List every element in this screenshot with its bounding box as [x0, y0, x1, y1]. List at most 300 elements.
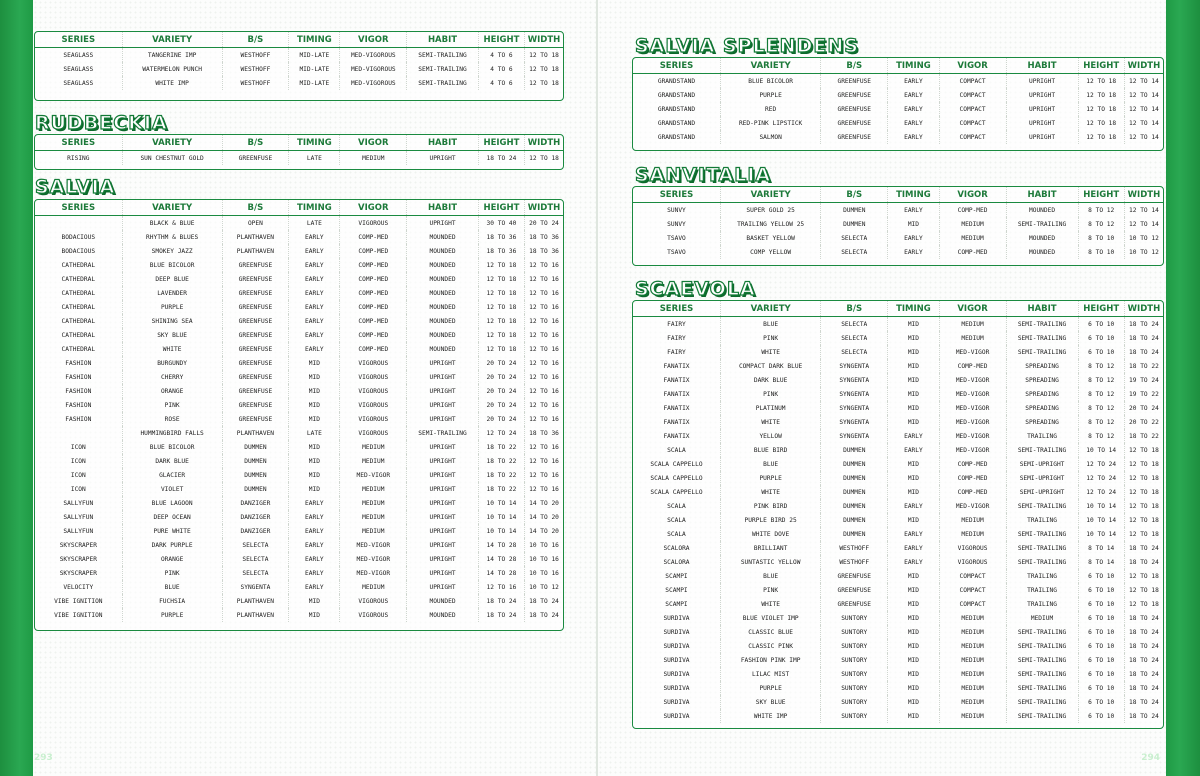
- cell-breeder: PLANTHAVEN: [222, 426, 289, 440]
- cell-variety: PURPLE: [720, 471, 820, 485]
- cell-habit: UPRIGHT: [1006, 116, 1078, 130]
- cell-variety: DEEP BLUE: [122, 272, 222, 286]
- header-width: WIDTH: [525, 200, 563, 216]
- cell-habit: SEMI-TRAILING: [1006, 443, 1078, 457]
- header-variety: VARIETY: [720, 301, 820, 317]
- cell-breeder: GREENFUSE: [222, 258, 289, 272]
- header-row: [633, 301, 1163, 317]
- cell-habit: SPREADING: [1006, 387, 1078, 401]
- cell-habit: UPRIGHT: [407, 510, 479, 524]
- cell-series: FAIRY: [667, 334, 686, 342]
- header-series: SERIES: [35, 200, 122, 216]
- cell-timing: MID: [888, 415, 939, 429]
- cell-variety: PLATINUM: [720, 401, 820, 415]
- cell-habit: MOUNDED: [407, 244, 479, 258]
- cell-series: FASHION: [65, 415, 92, 423]
- cell-variety: WHITE: [720, 597, 820, 611]
- cell-habit: MOUNDED: [407, 286, 479, 300]
- cell-height: 30 TO 40: [478, 216, 524, 231]
- table-row: [35, 440, 563, 454]
- cell-breeder: GREENFUSE: [222, 412, 289, 426]
- cell-habit: SPREADING: [1006, 359, 1078, 373]
- header-width: WIDTH: [525, 32, 563, 48]
- cell-variety: WHITE IMP: [720, 709, 820, 723]
- cell-breeder: SUNTORY: [821, 681, 888, 695]
- cell-breeder: WESTHOFF: [222, 76, 289, 90]
- cell-vigor: MEDIUM: [939, 625, 1006, 639]
- table-row: [35, 580, 563, 594]
- table-row: [35, 468, 563, 482]
- cell-breeder: PLANTHAVEN: [222, 244, 289, 258]
- cell-width: 18 TO 22: [1124, 429, 1163, 443]
- cell-width: 18 TO 24: [1124, 681, 1163, 695]
- cell-timing: MID-LATE: [289, 62, 340, 76]
- cell-timing: MID: [888, 359, 939, 373]
- cell-vigor: COMP-MED: [340, 286, 407, 300]
- cell-height: 6 TO 10: [1078, 569, 1124, 583]
- cell-height: 20 TO 24: [478, 356, 524, 370]
- cell-variety: BLUE BICOLOR: [122, 440, 222, 454]
- cell-vigor: MED-VIGOR: [340, 566, 407, 580]
- cell-width: 12 TO 16: [525, 258, 563, 272]
- header-height: HEIGHT: [478, 135, 524, 151]
- seaglass-table: [34, 31, 564, 101]
- cell-variety: PINK BIRD: [720, 499, 820, 513]
- cell-height: 4 TO 6: [478, 76, 524, 90]
- table-row: [35, 370, 563, 384]
- table-row: [35, 244, 563, 258]
- cell-series: FAIRY: [667, 348, 686, 356]
- header-width: WIDTH: [1124, 58, 1163, 74]
- cell-variety: ORANGE: [122, 552, 222, 566]
- cell-vigor: COMP-MED: [939, 245, 1006, 259]
- cell-breeder: DUMMEN: [821, 499, 888, 513]
- cell-vigor: MEDIUM: [340, 440, 407, 454]
- table-row: [35, 62, 563, 76]
- cell-breeder: PLANTHAVEN: [222, 608, 289, 622]
- cell-timing: MID: [888, 457, 939, 471]
- header-height: HEIGHT: [478, 32, 524, 48]
- cell-breeder: DUMMEN: [222, 440, 289, 454]
- table-row: [633, 709, 1163, 723]
- cell-height: 20 TO 24: [478, 384, 524, 398]
- cell-width: 12 TO 16: [525, 272, 563, 286]
- table-row: [633, 555, 1163, 569]
- cell-series: SEAGLASS: [63, 79, 94, 87]
- table-row: [633, 130, 1163, 144]
- cell-vigor: VIGOROUS: [340, 608, 407, 622]
- cell-vigor: MED-VIGOR: [939, 373, 1006, 387]
- cell-vigor: VIGOROUS: [340, 356, 407, 370]
- cell-habit: MOUNDED: [407, 258, 479, 272]
- cell-breeder: SUNTORY: [821, 653, 888, 667]
- cell-vigor: MED-VIGOR: [939, 415, 1006, 429]
- table-row: [35, 608, 563, 622]
- table-row: [35, 286, 563, 300]
- salvia-grid: [35, 200, 563, 622]
- cell-variety: SUPER GOLD 25: [720, 203, 820, 218]
- cell-height: 8 TO 12: [1078, 217, 1124, 231]
- cell-breeder: PLANTHAVEN: [222, 230, 289, 244]
- cell-variety: LAVENDER: [122, 286, 222, 300]
- cell-timing: MID: [888, 667, 939, 681]
- cell-habit: UPRIGHT: [407, 538, 479, 552]
- cell-width: 12 TO 18: [1124, 471, 1163, 485]
- header-variety: VARIETY: [122, 200, 222, 216]
- cell-timing: MID: [888, 681, 939, 695]
- cell-series: FASHION: [65, 401, 92, 409]
- table-row: [633, 88, 1163, 102]
- cell-series: CATHEDRAL: [61, 261, 96, 269]
- cell-timing: LATE: [289, 151, 340, 166]
- left-edge-strip: [0, 0, 33, 776]
- cell-habit: UPRIGHT: [1006, 88, 1078, 102]
- table-row: [35, 398, 563, 412]
- cell-series: TSAVO: [667, 234, 686, 242]
- cell-habit: SEMI-TRAILING: [1006, 625, 1078, 639]
- cell-habit: SEMI-UPRIGHT: [1006, 485, 1078, 499]
- cell-series: CATHEDRAL: [61, 275, 96, 283]
- cell-timing: EARLY: [289, 496, 340, 510]
- cell-timing: EARLY: [888, 231, 939, 245]
- cell-variety: BLUE: [720, 569, 820, 583]
- cell-habit: TRAILING: [1006, 429, 1078, 443]
- cell-timing: EARLY: [289, 230, 340, 244]
- table-row: [35, 356, 563, 370]
- cell-variety: SKY BLUE: [122, 328, 222, 342]
- cell-series: SCALORA: [663, 544, 690, 552]
- cell-vigor: MEDIUM: [939, 681, 1006, 695]
- cell-vigor: COMPACT: [939, 130, 1006, 144]
- cell-height: 8 TO 12: [1078, 203, 1124, 218]
- cell-breeder: SELECTA: [222, 566, 289, 580]
- cell-variety: COMP YELLOW: [720, 245, 820, 259]
- cell-width: 12 TO 16: [525, 328, 563, 342]
- cell-width: 12 TO 18: [1124, 457, 1163, 471]
- cell-series: SALLYFUN: [63, 513, 94, 521]
- header-timing: TIMING: [888, 58, 939, 74]
- cell-variety: BASKET YELLOW: [720, 231, 820, 245]
- cell-timing: MID: [289, 454, 340, 468]
- cell-vigor: MED-VIGOROUS: [340, 48, 407, 63]
- cell-breeder: GREENFUSE: [821, 88, 888, 102]
- cell-habit: UPRIGHT: [407, 440, 479, 454]
- cell-width: 12 TO 18: [1124, 499, 1163, 513]
- cell-habit: UPRIGHT: [407, 552, 479, 566]
- cell-vigor: COMP-MED: [340, 258, 407, 272]
- cell-width: 18 TO 24: [1124, 653, 1163, 667]
- rudbeckia-grid: [35, 135, 563, 165]
- cell-vigor: VIGOROUS: [340, 412, 407, 426]
- cell-vigor: MED-VIGOR: [939, 499, 1006, 513]
- cell-height: 20 TO 24: [478, 370, 524, 384]
- table-row: [633, 499, 1163, 513]
- cell-width: 10 TO 12: [1124, 231, 1163, 245]
- cell-breeder: DUMMEN: [222, 468, 289, 482]
- header-series: SERIES: [633, 187, 720, 203]
- cell-height: 8 TO 12: [1078, 415, 1124, 429]
- cell-habit: MOUNDED: [407, 314, 479, 328]
- header-breeder: B/S: [222, 135, 289, 151]
- cell-height: 12 TO 16: [478, 580, 524, 594]
- cell-timing: MID: [289, 370, 340, 384]
- table-row: [633, 639, 1163, 653]
- table-row: [633, 611, 1163, 625]
- table-row: [35, 48, 563, 63]
- cell-timing: MID: [888, 401, 939, 415]
- header-row: [35, 135, 563, 151]
- cell-vigor: COMPACT: [939, 569, 1006, 583]
- cell-breeder: SELECTA: [821, 345, 888, 359]
- cell-habit: MOUNDED: [407, 272, 479, 286]
- cell-breeder: DUMMEN: [222, 482, 289, 496]
- cell-height: 18 TO 22: [478, 482, 524, 496]
- cell-vigor: COMP-MED: [340, 314, 407, 328]
- cell-timing: MID: [888, 331, 939, 345]
- cell-width: 18 TO 24: [1124, 639, 1163, 653]
- cell-timing: MID-LATE: [289, 48, 340, 63]
- header-width: WIDTH: [1124, 187, 1163, 203]
- cell-height: 4 TO 6: [478, 48, 524, 63]
- cell-series: SCALA: [667, 530, 686, 538]
- cell-breeder: PLANTHAVEN: [222, 594, 289, 608]
- cell-vigor: COMP-MED: [340, 244, 407, 258]
- cell-habit: UPRIGHT: [407, 216, 479, 231]
- cell-vigor: COMP-MED: [340, 272, 407, 286]
- table-row: [35, 454, 563, 468]
- cell-vigor: MED-VIGOR: [939, 443, 1006, 457]
- cell-timing: MID-LATE: [289, 76, 340, 90]
- cell-breeder: GREENFUSE: [821, 74, 888, 89]
- cell-breeder: DUMMEN: [821, 217, 888, 231]
- cell-variety: PINK: [720, 331, 820, 345]
- cell-height: 14 TO 28: [478, 552, 524, 566]
- cell-habit: SEMI-TRAILING: [1006, 681, 1078, 695]
- cell-variety: PINK: [122, 398, 222, 412]
- cell-vigor: MEDIUM: [939, 331, 1006, 345]
- cell-vigor: MEDIUM: [939, 667, 1006, 681]
- cell-variety: SHINING SEA: [122, 314, 222, 328]
- cell-height: 12 TO 18: [478, 286, 524, 300]
- table-row: [633, 597, 1163, 611]
- table-row: [633, 116, 1163, 130]
- cell-series: CATHEDRAL: [61, 345, 96, 353]
- cell-width: 20 TO 24: [1124, 401, 1163, 415]
- cell-width: 10 TO 16: [525, 552, 563, 566]
- cell-variety: PURPLE BIRD 25: [720, 513, 820, 527]
- cell-width: 12 TO 18: [525, 62, 563, 76]
- cell-timing: EARLY: [888, 116, 939, 130]
- cell-habit: UPRIGHT: [1006, 74, 1078, 89]
- cell-width: 18 TO 24: [1124, 317, 1163, 332]
- table-row: [35, 552, 563, 566]
- cell-height: 10 TO 14: [1078, 527, 1124, 541]
- seaglass-grid: [35, 32, 563, 90]
- cell-breeder: GREENFUSE: [222, 370, 289, 384]
- cell-height: 6 TO 10: [1078, 667, 1124, 681]
- cell-vigor: MEDIUM: [340, 496, 407, 510]
- cell-vigor: MEDIUM: [340, 510, 407, 524]
- cell-vigor: MEDIUM: [939, 513, 1006, 527]
- cell-height: 6 TO 10: [1078, 331, 1124, 345]
- cell-width: 12 TO 16: [525, 342, 563, 356]
- cell-breeder: GREENFUSE: [222, 314, 289, 328]
- header-habit: HABIT: [1006, 187, 1078, 203]
- cell-height: 6 TO 10: [1078, 583, 1124, 597]
- cell-height: 12 TO 24: [1078, 485, 1124, 499]
- cell-height: 10 TO 14: [478, 496, 524, 510]
- cell-variety: PURPLE: [122, 608, 222, 622]
- cell-breeder: DUMMEN: [821, 513, 888, 527]
- cell-breeder: GREENFUSE: [222, 356, 289, 370]
- table-row: [633, 541, 1163, 555]
- cell-breeder: GREENFUSE: [222, 151, 289, 166]
- header-vigor: VIGOR: [939, 58, 1006, 74]
- cell-series: SURDIVA: [663, 670, 690, 678]
- cell-habit: SPREADING: [1006, 415, 1078, 429]
- cell-height: 8 TO 12: [1078, 359, 1124, 373]
- cell-habit: SEMI-TRAILING: [1006, 695, 1078, 709]
- cell-breeder: GREENFUSE: [222, 328, 289, 342]
- cell-breeder: SUNTORY: [821, 667, 888, 681]
- cell-vigor: VIGOROUS: [340, 426, 407, 440]
- cell-vigor: MEDIUM: [939, 709, 1006, 723]
- cell-series: SURDIVA: [663, 698, 690, 706]
- cell-width: 19 TO 24: [1124, 373, 1163, 387]
- cell-height: 12 TO 18: [1078, 102, 1124, 116]
- cell-series: SUNVY: [667, 220, 686, 228]
- cell-vigor: MEDIUM: [340, 482, 407, 496]
- cell-width: 18 TO 24: [1124, 555, 1163, 569]
- cell-variety: BLUE BICOLOR: [720, 74, 820, 89]
- cell-vigor: MED-VIGOR: [340, 468, 407, 482]
- cell-width: 14 TO 20: [525, 524, 563, 538]
- cell-series: FASHION: [65, 387, 92, 395]
- cell-timing: MID: [888, 709, 939, 723]
- cell-vigor: MED-VIGOR: [939, 345, 1006, 359]
- header-row: [35, 32, 563, 48]
- cell-series: SURDIVA: [663, 656, 690, 664]
- cell-width: 18 TO 24: [1124, 709, 1163, 723]
- cell-breeder: SYNGENTA: [821, 429, 888, 443]
- rudbeckia-table: [34, 134, 564, 170]
- cell-width: 10 TO 12: [525, 580, 563, 594]
- cell-width: 12 TO 14: [1124, 116, 1163, 130]
- cell-breeder: SYNGENTA: [222, 580, 289, 594]
- cell-width: 20 TO 22: [1124, 415, 1163, 429]
- cell-height: 12 TO 18: [1078, 74, 1124, 89]
- table-row: [633, 485, 1163, 499]
- cell-series: CATHEDRAL: [61, 303, 96, 311]
- cell-breeder: GREENFUSE: [821, 116, 888, 130]
- cell-variety: FASHION PINK IMP: [720, 653, 820, 667]
- cell-width: 12 TO 18: [1124, 583, 1163, 597]
- cell-timing: EARLY: [888, 88, 939, 102]
- cell-height: 6 TO 10: [1078, 639, 1124, 653]
- cell-breeder: GREENFUSE: [222, 398, 289, 412]
- header-breeder: B/S: [222, 32, 289, 48]
- table-row: [633, 415, 1163, 429]
- scaevola-title: SCAEVOLA: [635, 278, 756, 300]
- table-row: [633, 653, 1163, 667]
- header-height: HEIGHT: [1078, 187, 1124, 203]
- cell-height: 10 TO 14: [1078, 513, 1124, 527]
- cell-vigor: COMP-MED: [939, 485, 1006, 499]
- cell-width: 18 TO 24: [1124, 667, 1163, 681]
- cell-habit: UPRIGHT: [407, 370, 479, 384]
- cell-vigor: MEDIUM: [939, 639, 1006, 653]
- table-row: [35, 342, 563, 356]
- cell-variety: BLUE BICOLOR: [122, 258, 222, 272]
- cell-width: 18 TO 24: [1124, 625, 1163, 639]
- sanvitalia-table: [632, 186, 1164, 266]
- cell-breeder: SELECTA: [821, 245, 888, 259]
- cell-timing: EARLY: [888, 555, 939, 569]
- cell-width: 12 TO 16: [525, 286, 563, 300]
- cell-height: 18 TO 36: [478, 244, 524, 258]
- cell-breeder: GREENFUSE: [821, 583, 888, 597]
- cell-vigor: VIGOROUS: [340, 384, 407, 398]
- cell-vigor: VIGOROUS: [939, 541, 1006, 555]
- header-vigor: VIGOR: [939, 301, 1006, 317]
- cell-timing: EARLY: [289, 580, 340, 594]
- cell-breeder: SYNGENTA: [821, 373, 888, 387]
- cell-vigor: MEDIUM: [939, 653, 1006, 667]
- cell-width: 18 TO 24: [525, 608, 563, 622]
- cell-width: 12 TO 18: [525, 151, 563, 166]
- cell-vigor: MED-VIGOR: [939, 429, 1006, 443]
- cell-timing: MID: [289, 356, 340, 370]
- cell-width: 18 TO 36: [525, 244, 563, 258]
- cell-series: SURDIVA: [663, 628, 690, 636]
- table-row: [633, 457, 1163, 471]
- cell-height: 6 TO 10: [1078, 345, 1124, 359]
- header-row: [633, 187, 1163, 203]
- cell-vigor: VIGOROUS: [939, 555, 1006, 569]
- cell-breeder: GREENFUSE: [821, 569, 888, 583]
- cell-variety: PURPLE: [720, 88, 820, 102]
- cell-height: 18 TO 24: [478, 608, 524, 622]
- table-row: [633, 387, 1163, 401]
- cell-vigor: COMP-MED: [939, 359, 1006, 373]
- cell-series: RISING: [67, 154, 90, 162]
- table-row: [35, 524, 563, 538]
- cell-height: 10 TO 14: [1078, 499, 1124, 513]
- cell-habit: UPRIGHT: [407, 580, 479, 594]
- header-height: HEIGHT: [478, 200, 524, 216]
- cell-width: 18 TO 24: [1124, 695, 1163, 709]
- cell-breeder: SUNTORY: [821, 611, 888, 625]
- cell-timing: MID: [888, 345, 939, 359]
- cell-series: FANATIX: [663, 432, 690, 440]
- salvia-title: SALVIA: [35, 176, 116, 198]
- cell-variety: BRILLIANT: [720, 541, 820, 555]
- rudbeckia-title: RUDBECKIA: [35, 112, 168, 134]
- cell-breeder: WESTHOFF: [222, 62, 289, 76]
- cell-variety: WHITE: [122, 342, 222, 356]
- cell-series: [35, 216, 122, 231]
- cell-breeder: SYNGENTA: [821, 359, 888, 373]
- cell-width: 12 TO 16: [525, 412, 563, 426]
- cell-variety: CLASSIC PINK: [720, 639, 820, 653]
- cell-variety: BURGUNDY: [122, 356, 222, 370]
- table-row: [35, 328, 563, 342]
- table-row: [35, 230, 563, 244]
- cell-breeder: SELECTA: [821, 331, 888, 345]
- cell-habit: SEMI-TRAILING: [407, 48, 479, 63]
- header-timing: TIMING: [289, 200, 340, 216]
- cell-variety: SKY BLUE: [720, 695, 820, 709]
